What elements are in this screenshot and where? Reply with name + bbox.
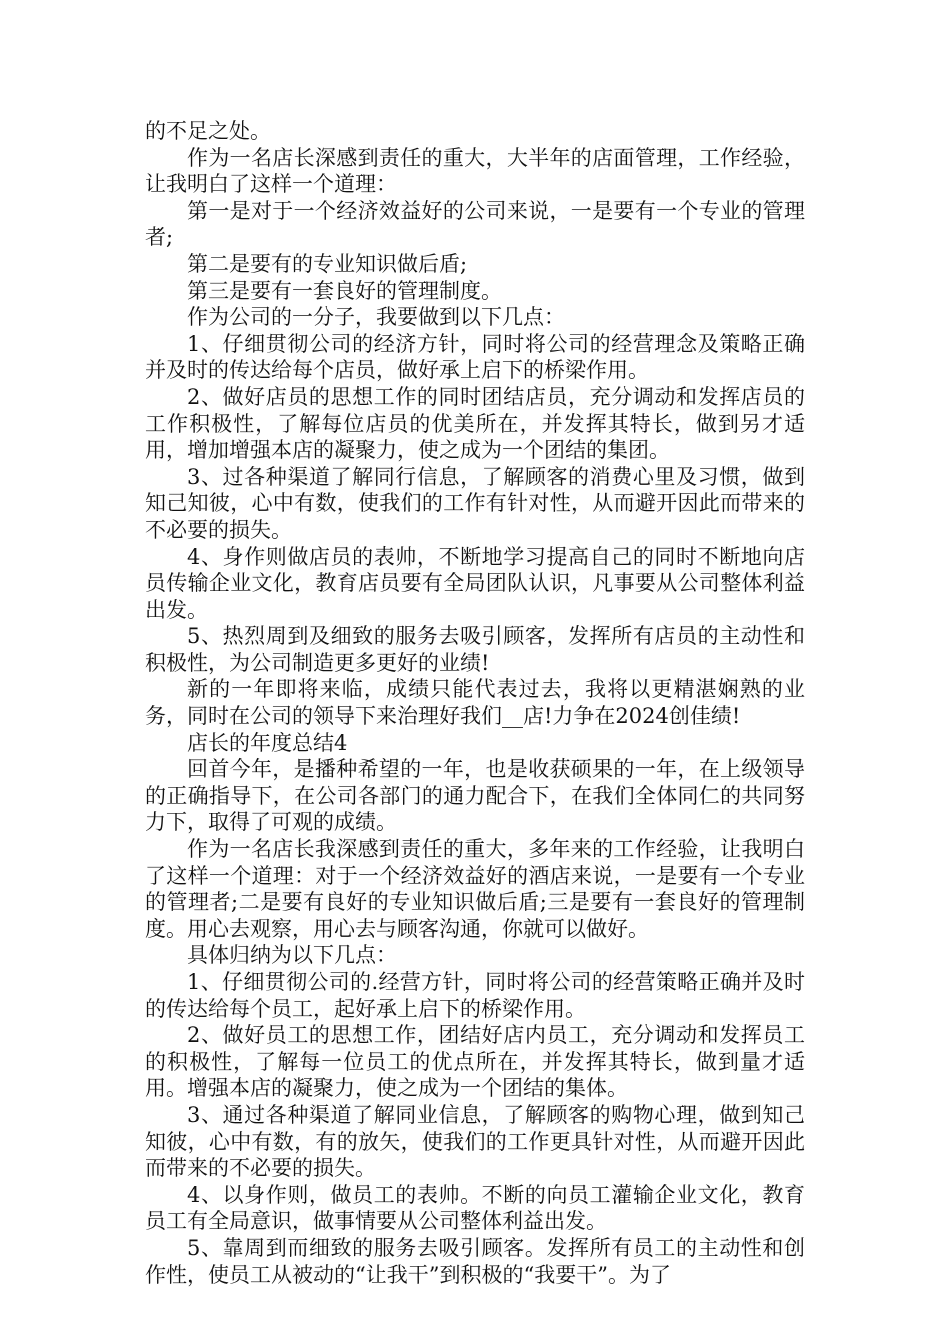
paragraph: 作为公司的一分子，我要做到以下几点： bbox=[187, 305, 565, 330]
list-item: 1、仔细贯彻公司的经济方针，同时将公司的经营理念及策略正确并及时的传达给每个店员，做好承上启下的桥梁作用。 bbox=[145, 331, 805, 383]
paragraph: 第一是对于一个经济效益好的公司来说，一是要有一个专业的管理者; bbox=[145, 198, 805, 250]
list-item: 3、通过各种渠道了解同业信息，了解顾客的购物心理，做到知己知彼，心中有数，有的放矢，使我们的工作更具针对性，从而避开因此而带来的不必要的损失。 bbox=[145, 1102, 805, 1181]
paragraph: 新的一年即将来临，成绩只能代表过去，我将以更精湛娴熟的业务，同时在公司的领导下来治理好我们__店!力争在2024创佳绩! bbox=[145, 677, 805, 729]
list-item: 4、以身作则，做员工的表帅。不断的向员工灌输企业文化，教育员工有全局意识，做事情要从公司整体利益出发。 bbox=[145, 1182, 805, 1234]
list-item: 3、过各种渠道了解同行信息，了解顾客的消费心里及习惯，做到知己知彼，心中有数，使我们的工作有针对性，从而避开因此而带来的不必要的损失。 bbox=[145, 464, 805, 542]
paragraph: 具体归纳为以下几点： bbox=[187, 943, 397, 968]
paragraph: 第二是要有的专业知识做后盾; bbox=[187, 251, 468, 276]
paragraph: 作为一名店长深感到责任的重大，大半年的店面管理，工作经验，让我明白了这样一个道理： bbox=[145, 145, 805, 197]
paragraph: 第三是要有一套良好的管理制度。 bbox=[187, 278, 502, 303]
document-body bbox=[145, 118, 805, 1288]
list-item: 2、做好店员的思想工作的同时团结店员，充分调动和发挥店员的工作积极性，了解每位店员的优美所在，并发挥其特长，做到另才适用，增加增强本店的凝聚力，使之成为一个团结的集团。 bbox=[145, 384, 805, 463]
paragraph: 回首今年，是播种希望的一年，也是收获硕果的一年，在上级领导的正确指导下，在公司各部门的通力配合下，在我们全体同仁的共同努力下，取得了可观的成绩。 bbox=[145, 757, 805, 835]
list-item: 5、靠周到而细致的服务去吸引顾客。发挥所有员工的主动性和创作性，使员工从被动的“让我干”到积极的“我要干”。为了 bbox=[145, 1235, 805, 1287]
section-heading: 店长的年度总结4 bbox=[187, 730, 348, 755]
list-item: 1、仔细贯彻公司的.经营方针，同时将公司的经营策略正确并及时的传达给每个员工，起好承上启下的桥梁作用。 bbox=[145, 970, 805, 1021]
paragraph: 作为一名店长我深感到责任的重大，多年来的工作经验，让我明白了这样一个道理：对于一个经济效益好的酒店来说，一是要有一个专业的管理者;二是要有良好的专业知识做后盾;三是要有一套良好的管理制度。用心去观察，用心去与顾客沟通，你就可以做好。 bbox=[145, 837, 805, 941]
list-item: 5、热烈周到及细致的服务去吸引顾客，发挥所有店员的主动性和积极性，为公司制造更多更好的业绩! bbox=[145, 624, 805, 675]
list-item: 4、身作则做店员的表帅，不断地学习提高自己的同时不断地向店员传输企业文化，教育店员要有全局团队认识，凡事要从公司整体利益出发。 bbox=[145, 544, 805, 622]
paragraph: 的不足之处。 bbox=[145, 119, 271, 143]
list-item: 2、做好员工的思想工作，团结好店内员工，充分调动和发挥员工的积极性，了解每一位员工的优点所在，并发挥其特长，做到量才适用。增强本店的凝聚力，使之成为一个团结的集体。 bbox=[145, 1023, 805, 1101]
